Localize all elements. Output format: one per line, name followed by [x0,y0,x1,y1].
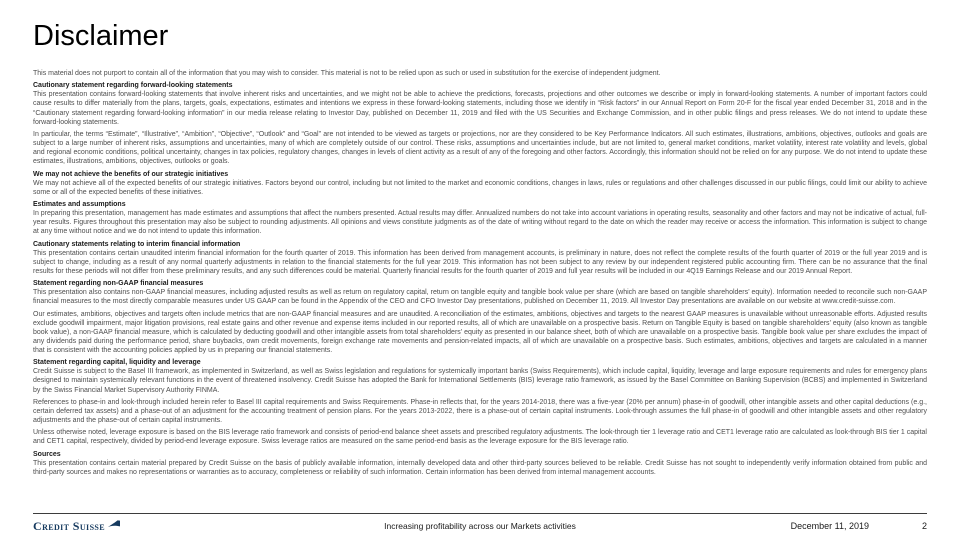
section-heading: Statement regarding capital, liquidity and leverage [33,359,201,367]
section-strategic-initiatives [33,170,927,197]
section-paragraph: We may not achieve all of the expected benefits of our strategic initiatives. Factors beyond our control, including but not limited to the market and economic conditions, changes in laws, rules or regulations and other challenges discussed in our public filings, could limit our ability to achieve some or all of the expected benefits of these initiatives. [33,179,927,196]
page-title: Disclaimer [33,20,169,52]
section-paragraph: This presentation contains certain unaudited interim financial information for the fourth quarter of 2019. This information has been derived from management accounts, is preliminary in nature, does not reflect the complete results of the fourth quarter of 2019 or the full year 2019 and is subject to change, including as a result of any normal quarterly adjustments in relation to the financial statements for the full year 2019. This information has not been subject to any review by our independent registered public accounting firm. There can be no assurance that the final results for these periods will not differ from these preliminary results, and any such differences could be material. Quarterly financial results for the fourth quarter of 2019 and full year results will be included in our 4Q19 Earnings Release and our 2019 Annual Report. [33,249,927,275]
section-paragraph: References to phase-in and look-through included herein refer to Basel III capital requirements and Swiss Requirements. Phase-in reflects that, for the years 2014-2018, there was a five-year (20% per annum) phase-in of goodwill, other intangible assets and other capital deductions (e.g., certain deferred tax assets) and a phase-out of an adjustment for the accounting treatment of pension plans. For the years 2013-2022, there is a phase-out of certain capital instruments. Look-through assumes the full phase-in of goodwill and other intangible assets and other regulatory adjustments and the phase-out of certain capital instruments. [33,398,927,424]
credit-suisse-logo [33,520,121,532]
intro-paragraph: This material does not purport to contain all of the information that you may wish to consider. This material is not to be relied upon as such or used in substitution for the exercise of independent judgment. [33,70,661,77]
section-heading: Cautionary statement regarding forward-looking statements [33,82,233,90]
section-interim-financial [33,240,927,276]
section-forward-looking [33,81,927,166]
footer-presentation-title: Increasing profitability across our Markets activities [384,521,576,531]
section-heading: Statement regarding non-GAAP financial measures [33,280,204,288]
sail-icon [107,517,121,528]
page-number: 2 [922,521,928,531]
section-paragraph: This presentation also contains non-GAAP financial measures, including adjusted results as well as return on regulatory capital, return on tangible equity and tangible book value per share (which are based on tangible shareholders’ equity). Information needed to reconcile such non-GAAP financial measures to the most directly comparable measures under US GAAP can be found in the Appendix of the CEO and CFO Investor Day presentations, published on December 11, 2019. All Investor Day presentations are available on our website at www.credit-suisse.com. [33,289,927,306]
section-estimates-assumptions [33,200,927,236]
section-paragraph: This presentation contains certain material prepared by Credit Suisse on the basis of publicly available information, internally developed data and other third-party sources believed to be reliable. Credit Suisse has not sought to independently verify information obtained from public and third-party sources and makes no representations or warranties as to accuracy, completeness or reliability of such information. Certain information has been derived from internal management accounts. [33,459,927,476]
section-paragraph: In particular, the terms “Estimate”, “Illustrative”, “Ambition”, “Objective”, “Outlook” and “Goal” are not intended to be viewed as targets or projections, nor are they considered to be Key Performance Indicators. All such estimates, illustrations, ambitions, objectives, outlooks and goals are subject to a large number of inherent risks, assumptions and uncertainties, many of which are completely outside of our control. These risks, assumptions and uncertainties include, but are not limited to, general market conditions, market volatility, interest rate volatility and levels, global and regional economic conditions, political uncertainty, changes in tax policies, regulatory changes, changes in levels of client activity as a result of any of the foregoing and other factors. Accordingly, this information should not be relied on for any purpose. We do not intend to update these estimates, illustrations, ambitions, objectives, outlooks or goals. [33,130,927,166]
section-non-gaap [33,279,927,355]
section-heading: Estimates and assumptions [33,200,126,208]
section-paragraph: Unless otherwise noted, leverage exposure is based on the BIS leverage ratio framework and consists of period-end balance sheet assets and prescribed regulatory adjustments. The look-through tier 1 leverage ratio and CET1 leverage ratio are calculated as look-through BIS tier 1 capital and CET1 capital, respectively, divided by period-end leverage exposure. Swiss leverage ratios are measured on the same period-end basis as the leverage exposure for the BIS leverage ratio. [33,429,927,446]
section-capital-liquidity-leverage [33,358,927,446]
section-heading: Sources [33,450,61,458]
footer-left [33,520,384,532]
section-paragraph: In preparing this presentation, management has made estimates and assumptions that affect the numbers presented. Actual results may differ. Annualized numbers do not take into account variations in operating results, seasonality and other factors and may not be indicative of actual, full-year results. Figures throughout this presentation may also be subject to rounding adjustments. All opinions and views constitute judgments as of the date of writing without regard to the date on which the reader may receive or access the information. This information is subject to change at any time without notice and we do not intend to update this information. [33,210,927,236]
section-heading: We may not achieve the benefits of our strategic initiatives [33,170,229,178]
footer-right [576,521,927,531]
slide-footer [33,513,927,532]
section-sources [33,450,927,477]
section-paragraph: Credit Suisse is subject to the Basel III framework, as implemented in Switzerland, as well as Swiss legislation and regulations for systemically important banks (Swiss Requirements), which include capital, liquidity, leverage and large exposure requirements and rules for emergency plans designed to maintain systemically relevant functions in the event of threatened insolvency. Credit Suisse has adopted the Bank for International Settlements (BIS) leverage ratio framework, as issued by the Basel Committee on Banking Supervision (BCBS) and implemented in Switzerland by the Swiss Financial Market Supervisory Authority FINMA. [33,368,927,394]
credit-suisse-logo-text: Credit Suisse [33,519,106,533]
footer-date: December 11, 2019 [790,521,870,531]
section-paragraph: Our estimates, ambitions, objectives and targets often include metrics that are non-GAAP financial measures and are unaudited. A reconciliation of the estimates, ambitions, objectives and targets to the nearest GAAP measures is unavailable without unreasonable efforts. Adjusted results exclude goodwill impairment, major litigation provisions, real estate gains and other revenue and expense items included in our reported results, all of which are unavailable on a prospective basis. Return on Tangible Equity is based on tangible shareholders’ equity (also known as tangible book value), a non-GAAP financial measure, which is calculated by deducting goodwill and other intangible assets from total shareholders’ equity as presented in our balance sheet, both of which are unavailable on a prospective basis. Tangible book value per share excludes the impact of any dividends paid during the performance period, share buybacks, own credit movements, foreign exchange rate movements and pension-related impacts, all of which are unavailable on a prospective basis. Such estimates, ambitions, objectives and targets are calculated in a manner that is consistent with the accounting policies applied by us in preparing our financial statements. [33,310,927,354]
section-paragraph: This presentation contains forward-looking statements that involve inherent risks and uncertainties, and we might not be able to achieve the predictions, forecasts, projections and other outcomes we describe or imply in forward-looking statements. A number of important factors could cause results to differ materially from the plans, targets, goals, expectations, estimates and intentions we express in these forward-looking statements, including those we identify in “Risk factors” in our Annual Report on Form 20-F for the fiscal year ended December 31, 2018 and in the “Cautionary statement regarding forward-looking information” in our media release relating to Investor Day, published on December 11, 2019 and filed with the US Securities and Exchange Commission, and in other public filings and press releases. We do not intend to update these forward-looking statements. [33,91,927,126]
section-heading: Cautionary statements relating to interim financial information [33,240,241,248]
